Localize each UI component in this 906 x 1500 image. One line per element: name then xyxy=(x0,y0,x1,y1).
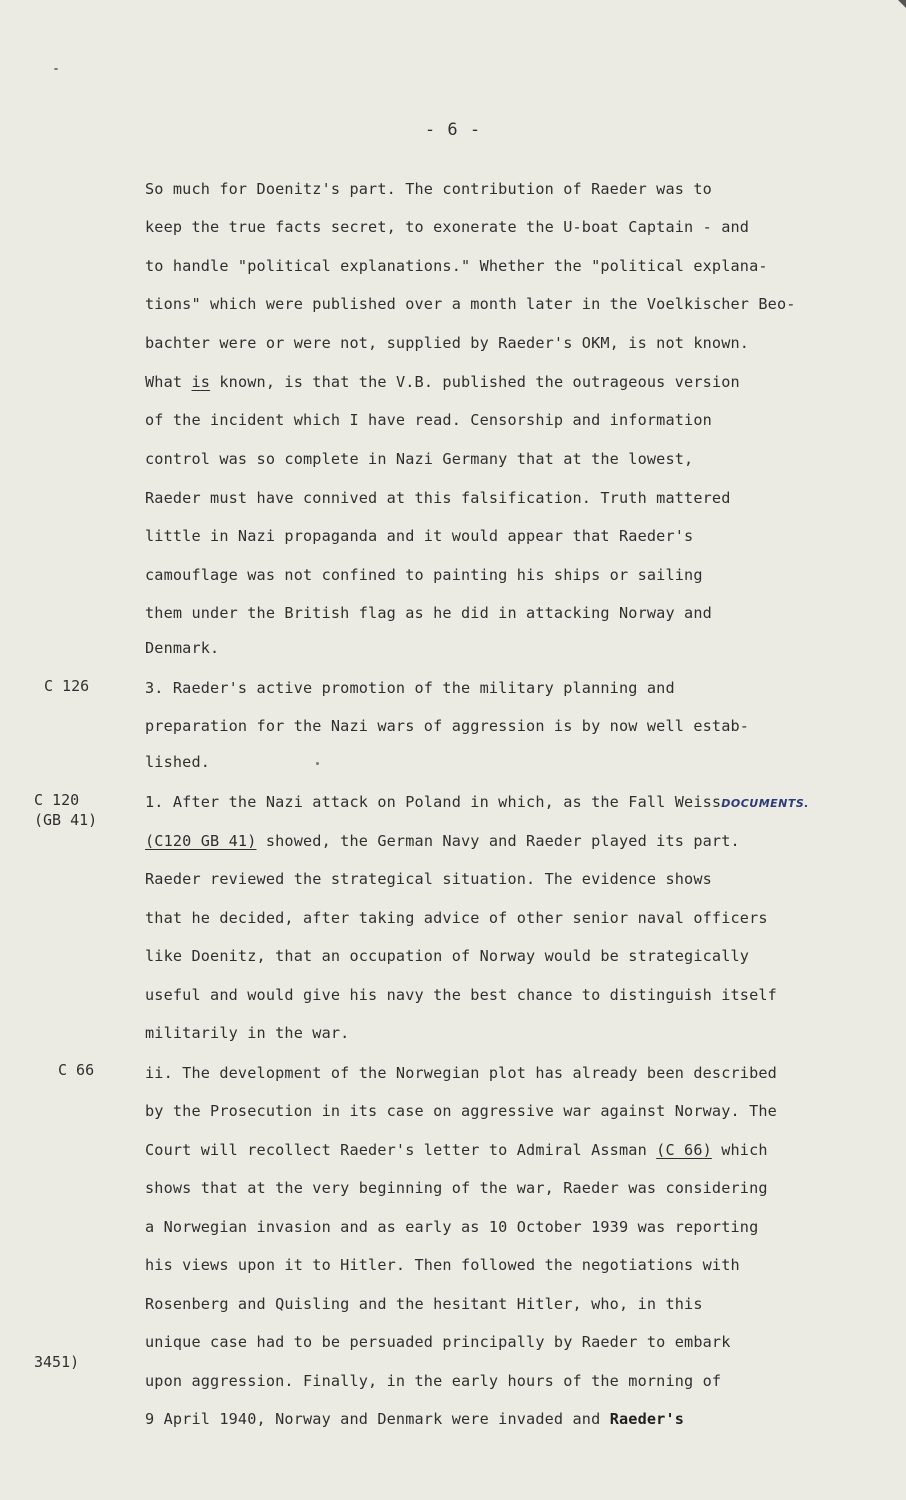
bold-text: Raeder's xyxy=(609,1410,685,1428)
text-line: by the Prosecution in its case on aggressive war against Norway. The xyxy=(145,1102,777,1120)
text-line: camouflage was not confined to painting his ships or sailing xyxy=(145,566,703,584)
text-fragment: which xyxy=(711,1141,768,1159)
text-line: tions" which were published over a month later in the Voelkischer Beo- xyxy=(145,295,796,313)
text-line: useful and would give his navy the best chance to distinguish itself xyxy=(145,986,777,1004)
underlined-emphasis: is xyxy=(191,373,211,391)
margin-note-c126: C 126 xyxy=(44,677,90,695)
paper-speck xyxy=(316,762,319,765)
text-line: Raeder reviewed the strategical situation. The evidence shows xyxy=(145,870,712,888)
text-line xyxy=(145,793,809,811)
text-fragment: What xyxy=(145,373,183,391)
text-line: ii. The development of the Norwegian plot has already been described xyxy=(145,1064,777,1082)
underlined-reference: (C120 GB 41) xyxy=(145,832,257,850)
text-line: them under the British flag as he did in attacking Norway and xyxy=(145,604,712,622)
text-line: keep the true facts secret, to exonerate the U-boat Captain - and xyxy=(145,218,750,236)
text-line: like Doenitz, that an occupation of Norway would be strategically xyxy=(145,947,750,965)
margin-note-c120: C 120 xyxy=(34,791,80,809)
text-line: shows that at the very beginning of the war, Raeder was considering xyxy=(145,1179,768,1197)
margin-note-3451: 3451) xyxy=(34,1353,80,1371)
text-line: upon aggression. Finally, in the early hours of the morning of xyxy=(145,1372,722,1390)
text-line xyxy=(145,373,740,391)
text-line xyxy=(145,1141,768,1159)
text-line: his views upon it to Hitler. Then followed the negotiations with xyxy=(145,1256,740,1274)
text-fragment: 1. After the Nazi attack on Poland in which, as the Fall Weiss xyxy=(145,793,722,811)
text-line: little in Nazi propaganda and it would appear that Raeder's xyxy=(145,527,694,545)
text-line xyxy=(145,832,740,850)
text-fragment: 9 April 1940, Norway and Denmark were invaded and xyxy=(145,1410,610,1428)
text-line: bachter were or were not, supplied by Raeder's OKM, is not known. xyxy=(145,334,750,352)
underlined-reference: (C 66) xyxy=(656,1141,712,1159)
text-line: to handle "political explanations." Whether the "political explana- xyxy=(145,257,768,275)
text-line: that he decided, after taking advice of other senior naval officers xyxy=(145,909,768,927)
text-line: lished. xyxy=(145,753,211,771)
text-line: control was so complete in Nazi Germany that at the lowest, xyxy=(145,450,694,468)
page-number: - 6 - xyxy=(424,120,482,140)
text-line xyxy=(145,1410,684,1428)
text-fragment: Court will recollect Raeder's letter to Admiral Assman xyxy=(145,1141,657,1159)
text-line: 3. Raeder's active promotion of the military planning and xyxy=(145,679,675,697)
page-corner-mark xyxy=(898,0,906,8)
text-fragment: showed, the German Navy and Raeder played its part. xyxy=(256,832,740,850)
text-line: preparation for the Nazi wars of aggression is by now well estab- xyxy=(145,717,750,735)
handwritten-annotation: DOCUMENTS. xyxy=(721,797,809,810)
text-line: Raeder must have connived at this falsification. Truth mattered xyxy=(145,489,731,507)
text-line: Rosenberg and Quisling and the hesitant Hitler, who, in this xyxy=(145,1295,703,1313)
text-line: militarily in the war. xyxy=(145,1024,350,1042)
paper-speck xyxy=(54,68,58,70)
text-line: Denmark. xyxy=(145,639,220,657)
text-fragment: known, is that the V.B. published the outrageous version xyxy=(219,373,740,391)
text-line: of the incident which I have read. Censorship and information xyxy=(145,411,712,429)
text-line: a Norwegian invasion and as early as 10 October 1939 was reporting xyxy=(145,1218,759,1236)
margin-note-c66: C 66 xyxy=(58,1061,95,1079)
text-line: unique case had to be persuaded principally by Raeder to embark xyxy=(145,1333,731,1351)
text-line: So much for Doenitz's part. The contribution of Raeder was to xyxy=(145,180,712,198)
margin-note-gb41: (GB 41) xyxy=(34,811,98,829)
